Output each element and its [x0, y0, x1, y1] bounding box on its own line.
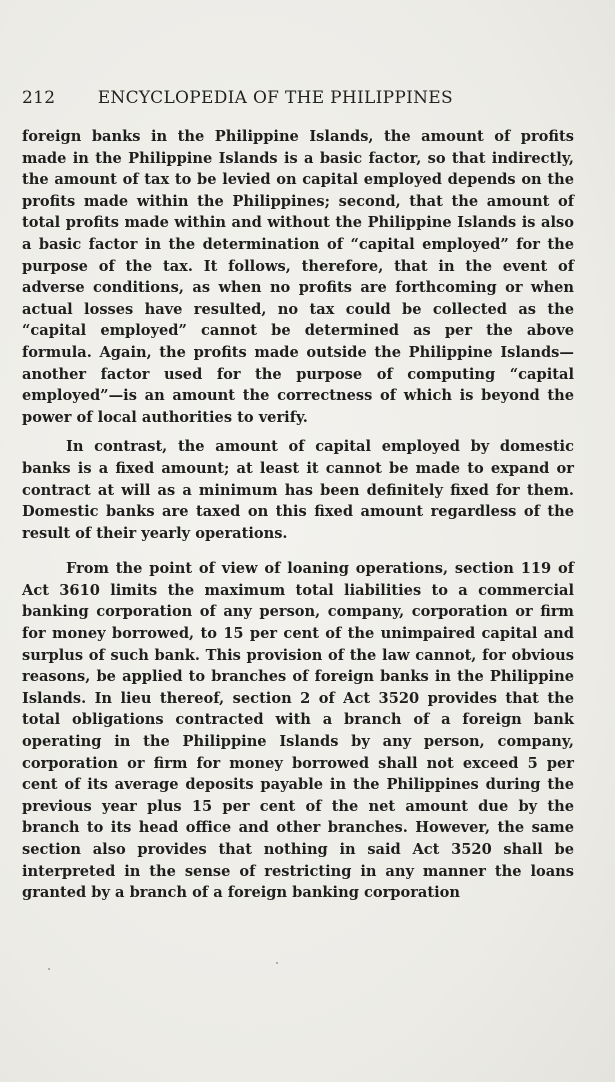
paragraph-domestic-banks: In contrast, the amount of capital employed by domestic banks is a fixed amount; at least it cannot be made to expand or contract at will as a minimum has been definitely fixed for them. Domestic banks are taxed on this fixed amount regardless of the result of their yearly operations.: [22, 438, 574, 542]
paper-speck: [276, 962, 278, 964]
page-number: 212: [22, 88, 56, 108]
paper-speck: [48, 968, 50, 970]
body-text: [22, 126, 574, 904]
page-header: [22, 88, 582, 108]
paragraph-continued: foreign banks in the Philippine Islands, the amount of profits made in the Philippine Islands is a basic factor, so that indirectly, the amount of tax to be levied on capital employed depends on the profits made within the Philippines; second, that the amount of total profits made within and without the Philippine Islands is also a basic factor in the determination of “capital employed” for the purpose of the tax. It follows, therefore, that in the event of adverse conditions, as when no profits are forthcoming or when actual losses have resulted, no tax could be collected as the “capital employed” cannot be determined as per the above formula. Again, the profits made outside the Philippine Islands—another factor used for the purpose of computing “capital employed”—is an amount the correctness of which is beyond the power of local authorities to verify.: [22, 128, 574, 426]
paragraph-loaning-operations: From the point of view of loaning operations, section 119 of Act 3610 limits the maximum total liabilities to a commercial banking corporation of any person, company, corporation or firm for money borrowed, to 15 per cent of the unimpaired capital and surplus of such bank. This provision of the law cannot, for obvious reasons, be applied to branches of foreign banks in the Philippine Islands. In lieu thereof, section 2 of Act 3520 provides that the total obligations contracted with a branch of a foreign bank operating in the Philippine Islands by any person, company, corporation or firm for money borrowed shall not exceed 5 per cent of its average deposits payable in the Philippines during the previous year plus 15 per cent of the net amount due by the branch to its head office and other branches. However, the same section also provides that nothing in said Act 3520 shall be interpreted in the sense of restricting in any manner the loans granted by a branch of a foreign banking corporation: [22, 560, 574, 902]
running-title: ENCYCLOPEDIA OF THE PHILIPPINES: [97, 88, 453, 108]
